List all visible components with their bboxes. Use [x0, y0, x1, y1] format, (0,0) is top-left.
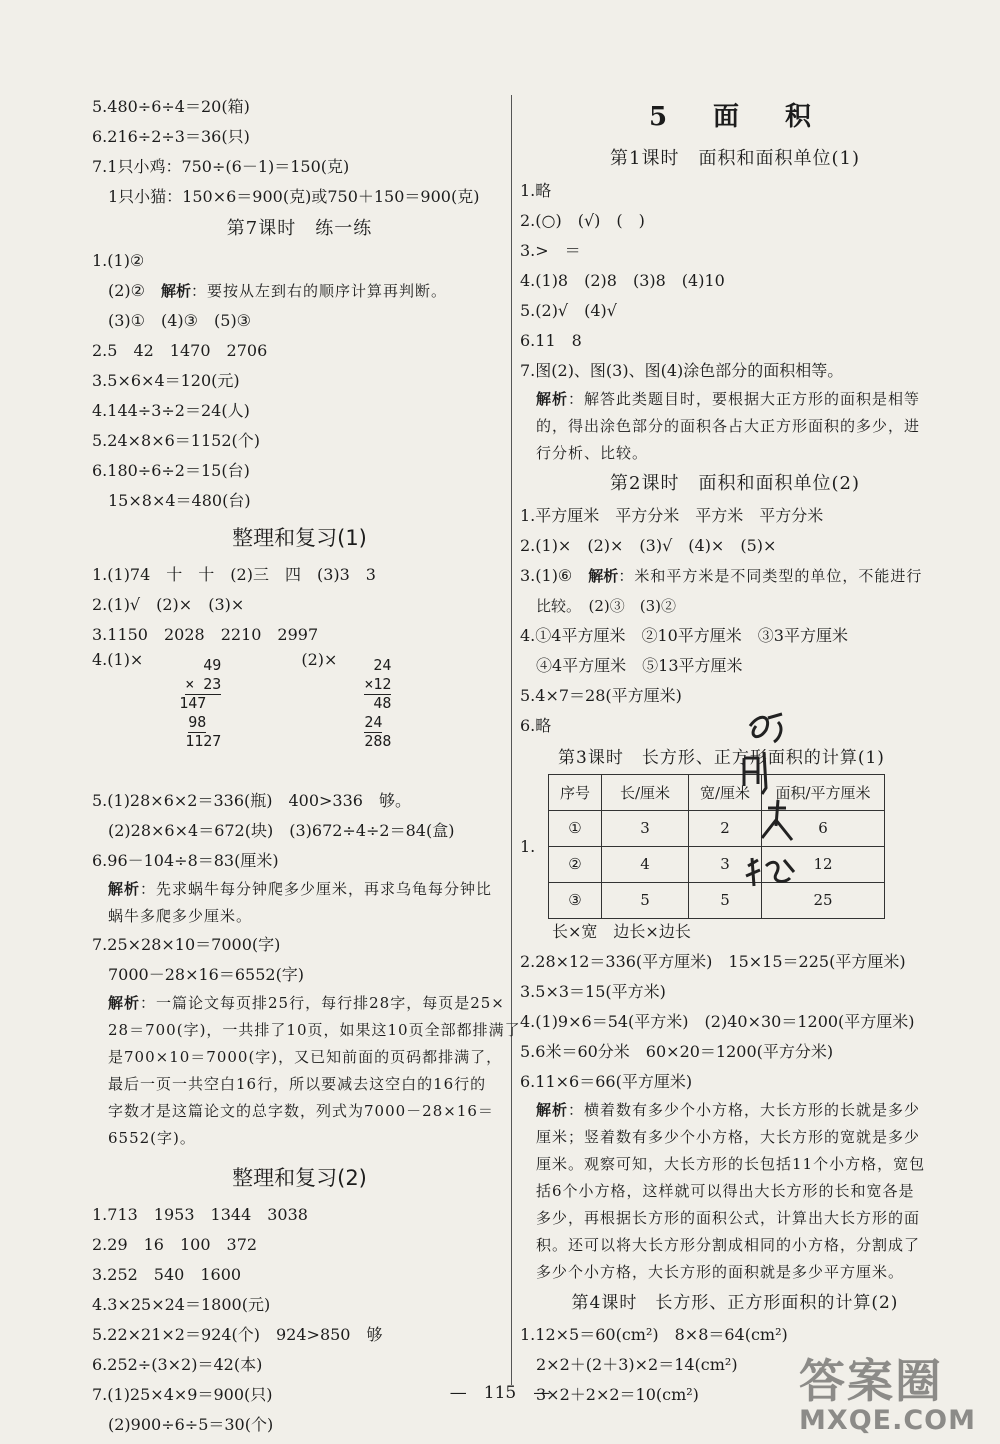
answer-line: 15×8×4＝480(台) — [108, 491, 251, 510]
section-title-lesson7: 第7课时 练一练 — [226, 218, 373, 239]
table-cell: 4 — [602, 846, 689, 882]
answer-line: 5.(1)28×6×2＝336(瓶) 400>336 够。 — [92, 791, 411, 810]
table-cell: 5 — [689, 882, 762, 918]
answer-line: 1.12×5＝60(cm²) 8×8＝64(cm²) — [520, 1325, 788, 1344]
calc-row: 147 — [179, 694, 207, 712]
section-title-lesson3: 第3课时 长方形、正方形面积的计算(1) — [558, 748, 885, 768]
answer-line: (2)900÷6÷5＝30(个) — [108, 1415, 274, 1434]
answer-line: ④4平方厘米 ⑤13平方厘米 — [536, 656, 743, 675]
table-cell: 25 — [762, 882, 885, 918]
analysis-label: 解析 — [588, 567, 619, 585]
analysis-line: 蜗牛多爬多少厘米。 — [108, 907, 253, 925]
analysis-line: 28＝700(字)，一共排了10页，如果这10页全部都排满了 — [108, 1021, 521, 1039]
right-column — [520, 92, 950, 1410]
section-title-review2: 整理和复习(2) — [232, 1166, 367, 1190]
answer-line: 6.96－104÷8＝83(厘米) — [92, 851, 279, 870]
calc-row: 49 — [203, 656, 222, 674]
answer-line: 7.1只小鸡：750÷(6－1)＝150(克) — [92, 157, 350, 176]
answer-line: 6.11×6＝66(平方厘米) — [520, 1072, 693, 1091]
analysis-label: 解析 — [536, 1101, 569, 1119]
analysis-line: 最后一页一共空白16行，所以要减去这空白的16行的 — [108, 1075, 487, 1093]
answer-line: 4.144÷3÷2＝24(人) — [92, 401, 250, 420]
answer-line: 6.略 — [520, 716, 552, 735]
answer-line: 7.(1)25×4×9＝900(只) — [92, 1385, 273, 1404]
analysis-line: 厘米。观察可知，大长方形的长包括11个小方格，宽包 — [536, 1155, 926, 1173]
answer-line: 5.(2)√ (4)√ — [520, 301, 617, 320]
analysis-line: 行分析、比较。 — [536, 444, 649, 462]
answer-line: 5.6米＝60分米 60×20＝1200(平方分米) — [520, 1042, 834, 1061]
calc-row: ×12 — [364, 675, 392, 693]
answer-line: 4.①4平方厘米 ②10平方厘米 ③3平方厘米 — [520, 626, 848, 645]
analysis-text: ：米和平方米是不同类型的单位，不能进行 — [618, 567, 923, 585]
answer-line: 5.24×8×6＝1152(个) — [92, 431, 261, 450]
section-title-lesson1: 第1课时 面积和面积单位(1) — [610, 148, 860, 169]
answer-line: 比较。 (2)③ (3)② — [536, 597, 676, 615]
answer-line: 5.480÷6÷4＝20(箱) — [92, 97, 250, 116]
chapter-title: 5 面 积 — [648, 102, 822, 132]
answer-line: 1.(1)② — [92, 251, 145, 270]
answer-line: 1.平方厘米 平方分米 平方米 平方分米 — [520, 506, 824, 525]
analysis-line: 多少个小方格，大长方形的面积就是多少平方厘米。 — [536, 1263, 905, 1281]
answer-line: 7.25×28×10＝7000(字) — [92, 935, 281, 954]
analysis-line: 字数才是这篇论文的总字数，列式为7000－28×16＝ — [108, 1102, 494, 1120]
analysis-line: 厘米；竖着数有多少个小方格，大长方形的宽就是多少 — [536, 1128, 921, 1146]
answer-line: 3.5×3＝15(平方米) — [520, 982, 666, 1001]
q4-label-2: (2)× — [301, 650, 338, 669]
answer-line: 4.3×25×24＝1800(元) — [92, 1295, 271, 1314]
analysis-text: ：解答此类题目时，要根据大正方形的面积是相等 — [568, 390, 921, 408]
q1-table-block — [520, 775, 950, 917]
section-title-lesson2: 第2课时 面积和面积单位(2) — [610, 473, 860, 494]
calc-row: 288 — [364, 732, 392, 750]
table-cell: 5 — [602, 882, 689, 918]
table-cell: 2 — [689, 810, 762, 846]
analysis-line — [520, 386, 950, 413]
analysis-label: 解析 — [161, 282, 192, 300]
table-cell: 3 — [689, 846, 762, 882]
table-cell: ① — [549, 810, 602, 846]
analysis-line: 括6个小方格，这样就可以得出大长方形的长和宽各是 — [536, 1182, 915, 1200]
answer-line — [92, 276, 507, 306]
watermark-url: MXQE.COM — [799, 1405, 976, 1436]
answer-line: 4.(1)9×6＝54(平方米) (2)40×30＝1200(平方厘米) — [520, 1012, 915, 1031]
answer-line: 1.(1)74 十 十 (2)三 四 (3)3 3 — [92, 565, 376, 584]
calc-row: 24 — [373, 656, 392, 674]
calc-row: × 23 — [185, 675, 222, 693]
analysis-line: 6552(字)。 — [108, 1129, 196, 1147]
table-header: 序号 — [549, 774, 602, 810]
watermark-logo — [799, 1345, 976, 1436]
table-header-row — [549, 774, 885, 810]
table-cell: 6 — [762, 810, 885, 846]
vertical-calc-1 — [151, 656, 221, 751]
answer-line: (3)① (4)③ (5)③ — [108, 311, 252, 330]
answer-line: 1只小猫：150×6＝900(克)或750＋150＝900(克) — [108, 187, 480, 206]
column-divider — [511, 95, 512, 1385]
q4-label: 4.(1)× — [92, 650, 144, 669]
answer-line: 7000－28×16＝6552(字) — [108, 965, 305, 984]
calc-row: 24 — [364, 713, 383, 731]
vertical-calc-2 — [341, 656, 391, 751]
table-row — [549, 882, 885, 918]
answer-line: 3.252 540 1600 — [92, 1265, 242, 1284]
analysis-label: 解析 — [108, 994, 141, 1012]
answer-line: 2.(1)√ (2)× (3)× — [92, 595, 245, 614]
analysis-line: 多少，再根据长方形的面积公式，计算出大长方形的面 — [536, 1209, 921, 1227]
analysis-line: 的，得出涂色部分的面积各占大正方形面积的多少，进 — [536, 417, 921, 435]
section-title-lesson4: 第4课时 长方形、正方形面积的计算(2) — [571, 1293, 899, 1313]
answer-line: 2.5 42 1470 2706 — [92, 341, 268, 360]
calc-row: 48 — [373, 694, 392, 712]
table-header: 宽/厘米 — [689, 774, 762, 810]
left-column — [92, 92, 521, 1440]
answer-line: 3.5×6×4＝120(元) — [92, 371, 240, 390]
analysis-text: ：一篇论文每页排25行，每行排28字，每页是25× — [140, 994, 505, 1012]
calc-row: 98 — [188, 713, 207, 731]
analysis-text: ：先求蜗牛每分钟爬多少厘米，再求乌龟每分钟比 — [140, 880, 493, 898]
answer-line: 5.22×21×2＝924(个) 924>850 够 — [92, 1325, 383, 1344]
handwriting-scribble — [738, 708, 828, 893]
answer-line: 6.252÷(3×2)＝42(本) — [92, 1355, 263, 1374]
answer-line: 2.(○) (√) ( ) — [520, 211, 645, 230]
answer-line: 7.图(2)、图(3)、图(4)涂色部分的面积相等。 — [520, 361, 844, 380]
answer-line: 2.29 16 100 372 — [92, 1235, 258, 1254]
area-table — [548, 774, 885, 919]
table-header: 长/厘米 — [602, 774, 689, 810]
watermark-text: 答案圈 — [799, 1354, 944, 1408]
table-cell: ② — [549, 846, 602, 882]
answer-line: 3×2＋2×2＝10(cm²) — [536, 1385, 699, 1404]
answer-line: 6.11 8 — [520, 331, 582, 350]
answer-line: 1.略 — [520, 181, 552, 200]
table-row — [549, 846, 885, 882]
table-row — [549, 810, 885, 846]
table-cell: 3 — [602, 810, 689, 846]
answer-line: (2)28×6×4＝672(块) (3)672÷4÷2＝84(盒) — [108, 821, 455, 840]
calc-row: 1127 — [185, 732, 222, 750]
page-number: — 115 — — [449, 1383, 551, 1403]
analysis-line — [92, 876, 507, 903]
analysis-text: ：横着数有多少个小方格，大长方形的长就是多少 — [568, 1101, 921, 1119]
answer-text: 3.(1)⑥ — [520, 566, 573, 585]
answer-line: 2×2＋(2＋3)×2＝14(cm²) — [536, 1355, 738, 1374]
answer-text: (2)② — [108, 281, 146, 300]
answer-line — [520, 561, 950, 591]
analysis-line — [520, 1097, 950, 1124]
answer-line: 2.(1)× (2)× (3)√ (4)× (5)× — [520, 536, 777, 555]
table-header: 面积/平方厘米 — [762, 774, 885, 810]
answer-line: 3.1150 2028 2210 2997 — [92, 625, 319, 644]
q1-label: 1. — [520, 836, 536, 856]
answer-line: 2.28×12＝336(平方厘米) 15×15＝225(平方厘米) — [520, 952, 906, 971]
analysis-label: 解析 — [536, 390, 569, 408]
analysis-label: 解析 — [108, 880, 141, 898]
analysis-text: ：要按从左到右的顺序计算再判断。 — [191, 282, 448, 300]
vertical-calculations — [92, 650, 507, 786]
table-cell: ③ — [549, 882, 602, 918]
analysis-line: 积。还可以将大长方形分割成相同的小方格，分割成了 — [536, 1236, 921, 1254]
analysis-line — [92, 990, 507, 1017]
analysis-line: 是700×10＝7000(字)，又已知前面的页码都排满了， — [108, 1048, 503, 1066]
answer-line: 6.216÷2÷3＝36(只) — [92, 127, 250, 146]
section-title-review1: 整理和复习(1) — [232, 526, 367, 550]
answer-line: 4.(1)8 (2)8 (3)8 (4)10 — [520, 271, 725, 290]
table-cell: 12 — [762, 846, 885, 882]
answer-line: 长×宽 边长×边长 — [552, 922, 691, 941]
answer-line: 3.> ＝ — [520, 241, 581, 260]
answer-line: 5.4×7＝28(平方厘米) — [520, 686, 682, 705]
answer-line: 6.180÷6÷2＝15(台) — [92, 461, 250, 480]
answer-line: 1.713 1953 1344 3038 — [92, 1205, 308, 1224]
